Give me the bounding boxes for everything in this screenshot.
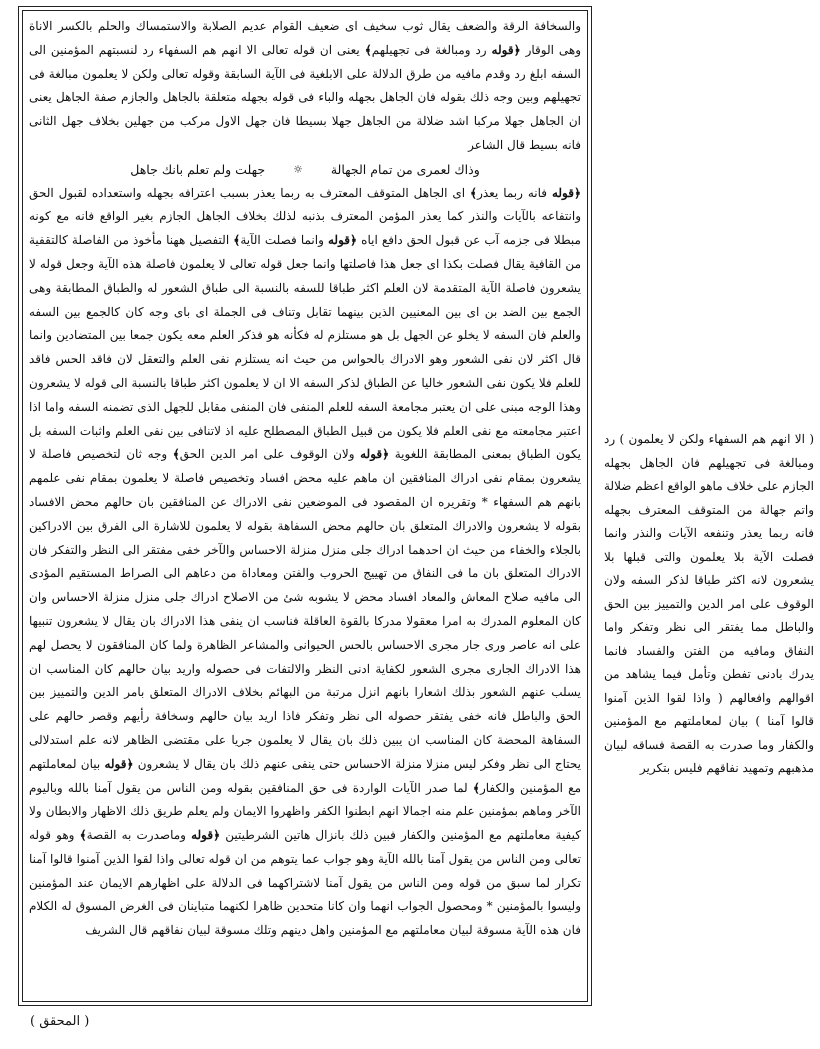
verse-hemistich-right: وذاك لعمرى من تمام الجهالة bbox=[330, 161, 480, 177]
ornament-open-icon: ﴿ bbox=[573, 185, 581, 200]
qawlu-marker: قوله bbox=[328, 233, 351, 248]
lemma-text: وماصدرت به القصة bbox=[86, 828, 186, 843]
ornament-close-icon: ﴾ bbox=[364, 42, 372, 57]
star-ornament-icon: ☼ bbox=[293, 162, 303, 176]
qawlu-marker: قوله bbox=[104, 756, 127, 771]
poetry-verse bbox=[29, 158, 581, 182]
ornament-close-icon: ﴾ bbox=[172, 447, 180, 462]
lemma-text: ومبالغة فى تجهيلهم bbox=[371, 42, 471, 57]
qawlu-marker: قوله bbox=[491, 42, 514, 57]
ornament-close-icon: ﴾ bbox=[79, 828, 87, 843]
editor-label: ( المحقق ) bbox=[30, 1014, 90, 1029]
ornament-close-icon: ﴾ bbox=[470, 185, 478, 200]
text-run: وجه ثان لتخصيص فاصلة لا يشعرون بمقام نفى ادراك المنافقين ان ماهم عليه محض افساد وتخصيص فاصلة لا يعلمون بمقام نفى علمهم بانهم هم السفهاء * وتقريره ان المقصود فى الموضعين نفى الادراك عن المنافقين بان حالهم محض الافساد بقوله لا يشعرون والادراك المتعلق بان حالهم محض السفاهة بقوله لا يعلمون للاشارة الى الفرق بين الادراكين بالجلاء والخفاء من حيث ان احدهما ادراك جلى منزل منزلة الاحساس والآخر خفى مفتقر الى النظر والتفكر فان الادراك المتعلق بان ما فى النفاق من تهييج الحروب والفتن ومعاداة من دعاهم الى الصراط المستقيم المؤدى الى مافيه صلاح المعاش والمعاد افساد محض لا يشوبه شئ من الاصلاح ادراك جلى منزل منزلة الاحساس وان كان المعلوم المدرك به امرا معقولا مدركا بالقوة العاقلة فناسب ان ينفى هذا الادراك بان يقال لا يشعرون تنبيها على انه عاصر ورى جار مجرى الاحساس بالحس الحيوانى والمشاعر الظاهرة ولما كان المنافقون لا يحصل لهم هذا الادراك الجارى مجرى الشعور لكفاية ادنى النظر والالتفات فى حصوله واريد بيان حالهم كان المناسب ان يسلب عنهم الشعور بذلك اشعارا بانهم انزل مرتبة من البهائم بخلاف الادراك المتعلق بامر الدين والتمييز بين الحق والباطل فانه خفى يفتقر حصوله الى نظر وتفكر فاذا اريد بيان حالهم وسخافة رأيهم وقصر حالهم على السفاهة المحضة كان المناسب ان يبين ذلك بان يقال لا يعلمون جريا على مقتضى الظاهر لانه علم استدلالى يحتاج الى نظر وفكر ليس منزلا منزلة الاحساس حتى ينفى عنهم ذلك بان يقال لا يشعرون bbox=[29, 447, 581, 771]
ornament-close-icon: ﴾ bbox=[472, 780, 480, 795]
main-text-frame bbox=[18, 6, 592, 1006]
commentary-paragraph bbox=[29, 182, 581, 944]
ornament-open-icon: ﴿ bbox=[382, 447, 390, 462]
lemma-text: بيان لمعاملتهم مع المؤمنين والكفار bbox=[29, 756, 581, 795]
commentary-paragraph bbox=[29, 15, 581, 158]
text-run: وهو قوله تعالى ومن الناس من يقول آمنا بالله الآية وهو جواب عما يتوهم من ان قوله تعالى واذا لقوا الذين آمنوا قالوا آمنا تكرار لما سبق من قوله ومن الناس من يقول آمنا لاشتراكهما فى الدلالة على اظهارهم الايمان عند المؤمنين وليسوا بالمؤمنين * ومحصول الجواب انهما وان كانا متحدين ظاهرا لكنهما متباينان فى الغرض المسوق له الكلام فان هذه الآية مسوقة لبيان معاملتهم مع المؤمنين واهل دينهم وتلك مسوقة لبيان نفاقهم قال الشريف bbox=[29, 828, 581, 938]
ornament-close-icon: ﴾ bbox=[233, 233, 241, 248]
ornament-open-icon: ﴿ bbox=[213, 828, 221, 843]
commentary-text bbox=[29, 15, 581, 943]
qawlu-marker: قوله bbox=[551, 185, 574, 200]
verse-hemistich-left: جهلت ولم تعلم بانك جاهل bbox=[130, 161, 266, 177]
qawlu-marker: قوله bbox=[360, 447, 383, 462]
ornament-open-icon: ﴿ bbox=[126, 756, 134, 771]
text-run: اى الجاهل المتوقف المعترف به ربما يعذر بسبب اعترافه بجهله واستعداده لقبول الحق وانتفاعه بالآيات والنذر كما يعذر المؤمن المعترف بذنبه لذلك بخلاف الجاهل الجازم بغير الواقع فانه مع كونه مبطلا فى جزمه آب عن قبول الحق دافع اياه bbox=[29, 185, 581, 248]
text-run: يعنى ان قوله تعالى الا انهم هم السفهاء رد لنسبتهم المؤمنين الى السفه ابلغ رد وقدم مافيه من طرق الدلالة على الابلغية فى الآية السابقة وقوله تعالى ولكن لا يعلمون مبالغة فى تجهيلهم وبين وجه ذلك بقوله فان الجاهل بجهله والباء فى قوله بجهله متعلقة بالجاهل والجازم صفة الجاهل يعنى ان الجاهل جهلا مركبا اشد ضلالة من الجاهل جهلا بسيطا فان جهل الاول مركب من جهلين بخلاف جهل الثانى فانه بسيط قال الشاعر bbox=[29, 42, 581, 152]
text-run: والسخافة الرقة والضعف يقال ثوب سخيف اى ضعيف القوام عديم الصلابة والاستمساك والحلم بالكسر الاناة وهى الوقار bbox=[29, 19, 582, 57]
lemma-text: وانما فصلت الآية bbox=[240, 233, 324, 248]
lemma-text: رد bbox=[475, 42, 487, 57]
lemma-text: ولان الوقوف على امر الدين الحق bbox=[179, 447, 355, 462]
text-run: لما صدر الآيات الواردة فى حق المنافقين بقوله ومن الناس من يقول آمنا بالله وباليوم الآخر وماهم بمؤمنين علم منه اجمالا انهم ابطنوا الكفر واظهروا الايمان ولم يعلم طريق ذلك الاظهار والابطان ولا كيفية معاملتهم مع المؤمنين والكفار فبين ذلك بانزال هاتين الشرطيتين bbox=[29, 780, 581, 843]
ornament-open-icon: ﴿ bbox=[513, 42, 521, 57]
margin-base-text: ( الا انهم هم السفهاء ولكن لا يعلمون ) رد ومبالغة فى تجهيلهم فان الجاهل بجهله الجازم على خلاف ماهو الواقع اعظم ضلالة واتم جهالة من المتوقف المعترف بجهله فانه ربما يعذر وتنفعه الآيات والنذر وانما فصلت الآية بلا يعلمون والتى قبلها بلا يشعرون لانه اكثر طباقا لذكر السفه ولان الوقوف على امر الدين والتمييز بين الحق والباطل مما يفتقر الى نظر وتفكر واما النفاق ومافيه من الفتن والفساد فانما يدرك بادنى تفطن وتأمل فيما يشاهد من اقوالهم وافعالهم ( واذا لقوا الذين آمنوا قالوا آمنا ) بيان لمعاملتهم مع المؤمنين والكفار وما صدرت به القصة فساقه لبيان مذهبهم وتمهيد نفاقهم فليس بتكرير bbox=[604, 432, 814, 775]
lemma-text: فانه ربما يعذر bbox=[477, 185, 548, 200]
qawlu-marker: قوله bbox=[191, 828, 214, 843]
text-run: التفصيل ههنا مأخوذ من الفاصلة كالتقفية من القافية يقال فصلت بكذا اى جعل هذا فاصلتها وانما جعل قوله تعالى لا يعلمون فاصلة هذه الآية وجعل قوله لا يشعرون فاصلة الآية المتقدمة لان العلم اكثر طباقا للسفه بالنسبة الى طباق الشعور له والطباق المطابقة وهى الجمع بين الضد بن اى بين المعنيين الذين بينهما تقابل وتناف فى الجملة اى باى وجه كان كالجمع بين السفه والعلم فان السفه لا يخلو عن الجهل بل هو مستلزم له فكأنه هو فذكر العلم معه يكون جمعا بين المتضادين وانما قال اكثر لان نفى الشعور وهو الادراك بالحواس من حيث انه يستلزم نفى العلم والتعقل لان فاقد الحس فاقد للعلم فلا يكون نفى الشعور خاليا عن الطباق لذكر السفه الا ان لا يعلمون اكثر طباقا بالنسبة الى قوله لا يشعرون وهذا الوجه مبنى على ان يعتبر مجامعة السفه للعلم المنفى فان المنفى مقابل للجهل الذى تضمنه السفه واما اذا اعتبر مجامعته مع نفى العلم فلا يكون من قبيل الطباق المصطلح عليه اذ لاتنافى بين نفى العلم واثبات السفه بل يكون الطباق بمعنى المطابقة اللغوية bbox=[29, 233, 581, 462]
ornament-open-icon: ﴿ bbox=[350, 233, 358, 248]
